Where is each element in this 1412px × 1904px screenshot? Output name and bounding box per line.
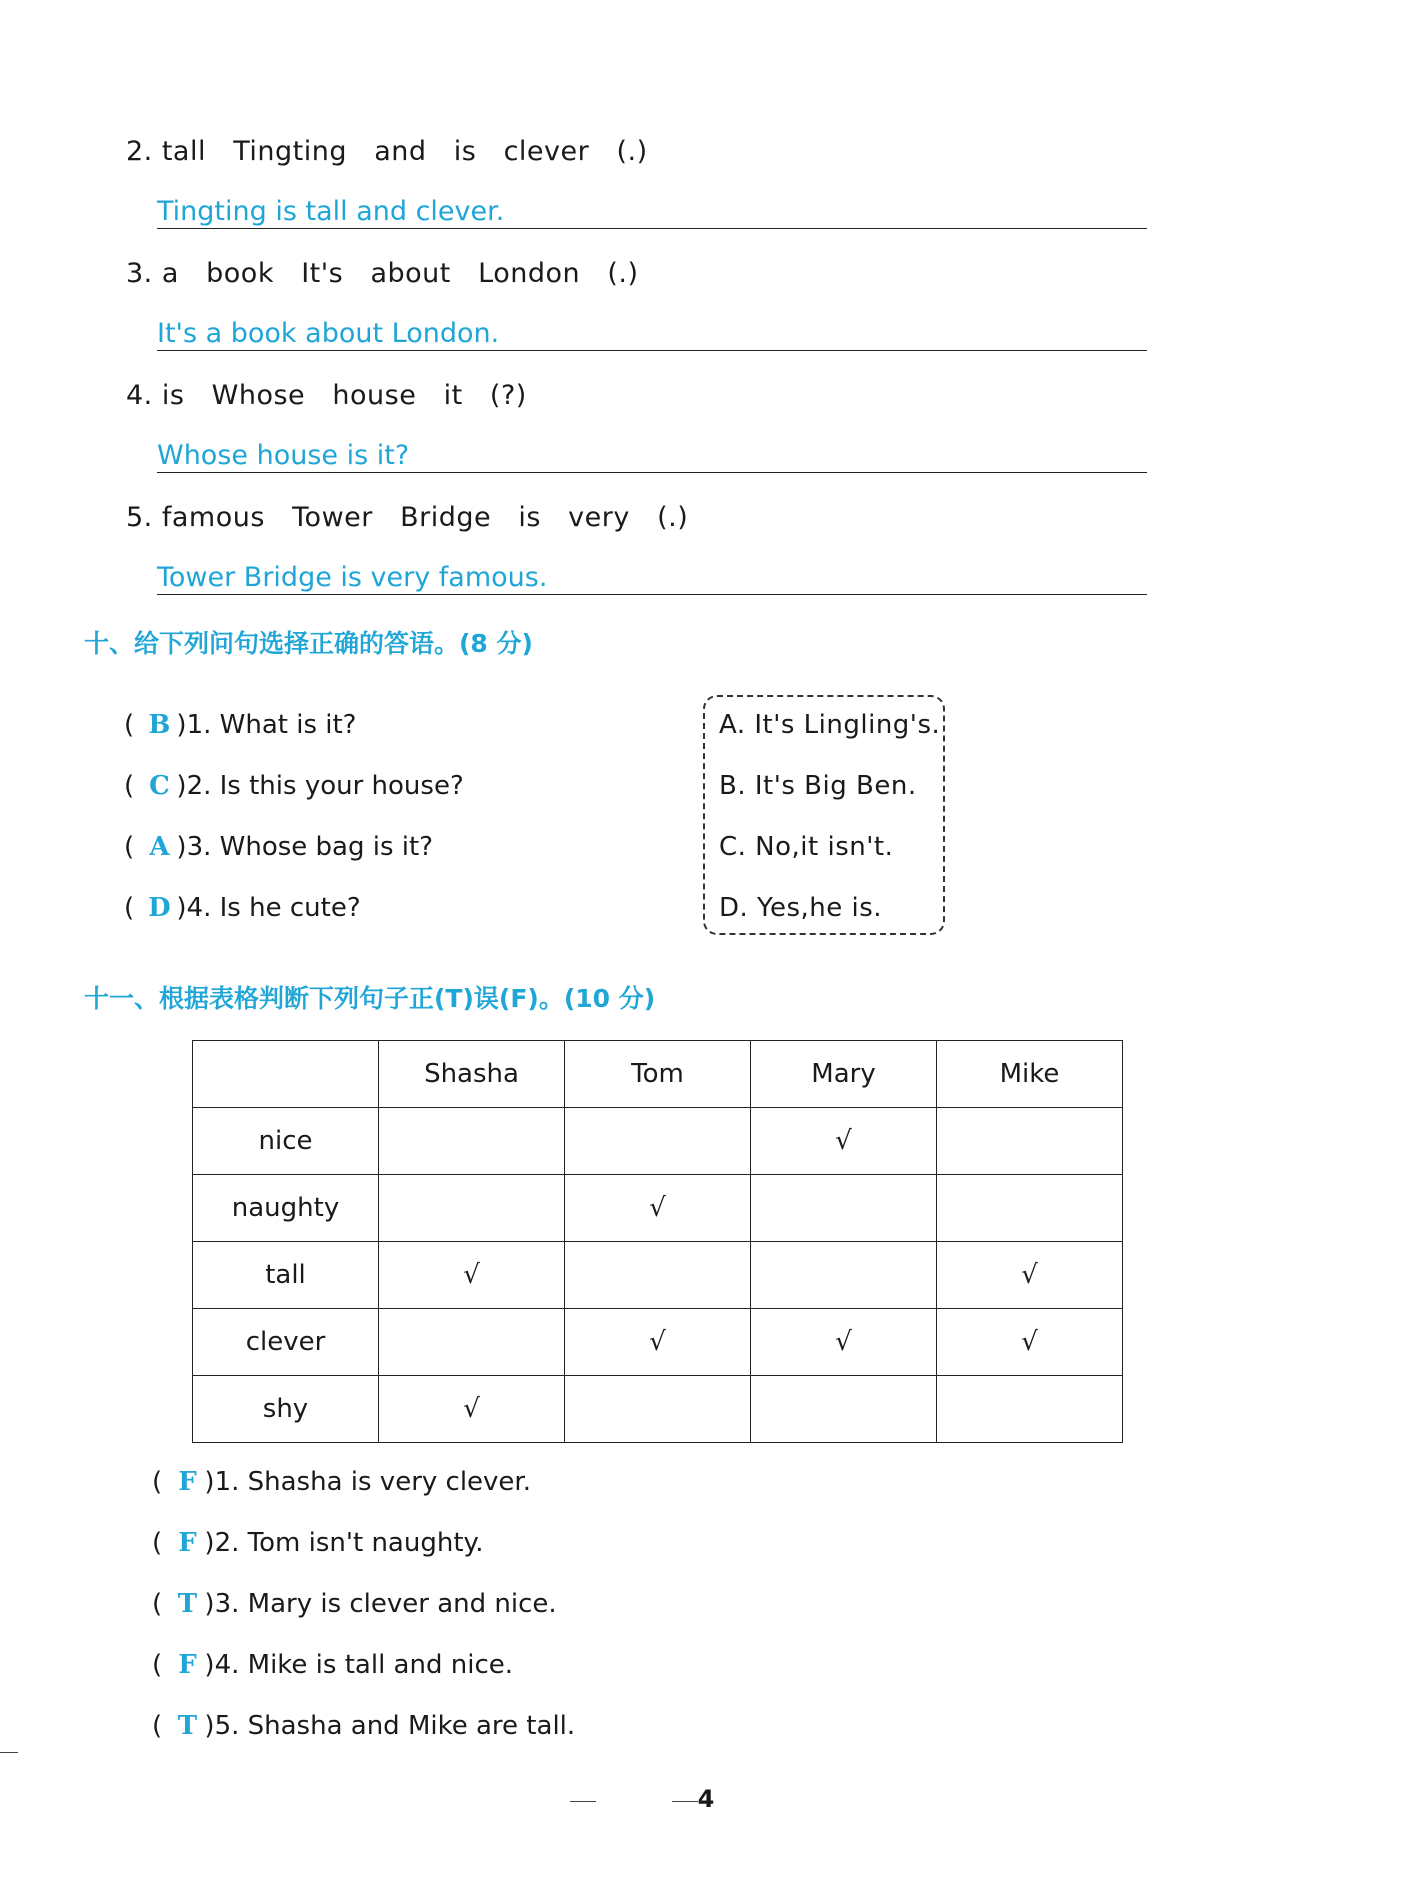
- match-question-text: )2. Is this your house?: [176, 771, 464, 801]
- table-cell: [565, 1108, 751, 1175]
- table-header-row: [193, 1041, 1123, 1108]
- tf-answer-4: F: [178, 1650, 197, 1680]
- row-label: shy: [193, 1376, 379, 1443]
- match-question-2: ( C )2. Is this your house?: [124, 771, 464, 801]
- table-cell: [379, 1108, 565, 1175]
- tf-statement-3: ( T )3. Mary is clever and nice.: [152, 1589, 557, 1619]
- match-question-text: )1. What is it?: [176, 710, 357, 740]
- ordering-question-5: 5. famous Tower Bridge is very (.): [126, 502, 689, 533]
- row-label: tall: [193, 1242, 379, 1309]
- ordering-question-3: 3. a book It's about London (.): [126, 258, 639, 289]
- tf-statement-text: )3. Mary is clever and nice.: [204, 1589, 557, 1619]
- answer-line: [157, 472, 1147, 473]
- table-header-cell: [193, 1041, 379, 1108]
- match-question-4: ( D )4. Is he cute?: [124, 893, 361, 923]
- option-d: D. Yes,he is.: [719, 893, 883, 923]
- table-row: [193, 1175, 1123, 1242]
- table-cell: √: [379, 1242, 565, 1309]
- table-cell: [751, 1175, 937, 1242]
- table-cell: √: [379, 1376, 565, 1443]
- table-cell: √: [565, 1309, 751, 1376]
- tf-statement-2: ( F )2. Tom isn't naughty.: [152, 1528, 484, 1558]
- answer-line: [157, 350, 1147, 351]
- match-answer-2: C: [149, 771, 170, 801]
- table-cell: [751, 1242, 937, 1309]
- match-answer-3: A: [149, 832, 170, 862]
- ordering-answer-2: Tingting is tall and clever.: [157, 196, 505, 227]
- row-label: clever: [193, 1309, 379, 1376]
- tf-statement-1: ( F )1. Shasha is very clever.: [152, 1467, 531, 1497]
- ordering-answer-3: It's a book about London.: [157, 318, 500, 349]
- tf-statement-text: )1. Shasha is very clever.: [204, 1467, 531, 1497]
- table-cell: √: [937, 1242, 1123, 1309]
- table-row: [193, 1309, 1123, 1376]
- match-question-1: ( B )1. What is it?: [124, 710, 357, 740]
- tf-statement-text: )2. Tom isn't naughty.: [204, 1528, 484, 1558]
- ordering-answer-5: Tower Bridge is very famous.: [157, 562, 548, 593]
- section-11-heading: 十一、根据表格判断下列句子正(T)误(F)。(10 分): [84, 984, 656, 1013]
- answer-line: [157, 228, 1147, 229]
- ordering-question-2: 2. tall Tingting and is clever (.): [126, 136, 648, 167]
- match-answer-1: B: [148, 710, 171, 740]
- table-cell: [565, 1242, 751, 1309]
- table-cell: √: [937, 1309, 1123, 1376]
- table-header-cell: Mary: [751, 1041, 937, 1108]
- page-number: 4: [697, 1785, 715, 1813]
- table-header-cell: Mike: [937, 1041, 1123, 1108]
- match-question-3: ( A )3. Whose bag is it?: [124, 832, 433, 862]
- match-answer-4: D: [148, 893, 171, 923]
- margin-mark: [0, 1752, 18, 1753]
- table-cell: [751, 1376, 937, 1443]
- option-a: A. It's Lingling's.: [719, 710, 941, 740]
- option-b: B. It's Big Ben.: [719, 771, 917, 801]
- tf-statement-text: )5. Shasha and Mike are tall.: [204, 1711, 576, 1741]
- tf-answer-5: T: [177, 1711, 198, 1741]
- ordering-answer-4: Whose house is it?: [157, 440, 410, 471]
- judgement-table: [192, 1040, 1123, 1443]
- option-c: C. No,it isn't.: [719, 832, 894, 862]
- page-number-dash-right: [672, 1801, 698, 1802]
- tf-answer-2: F: [178, 1528, 197, 1558]
- table-cell: [379, 1175, 565, 1242]
- table-cell: √: [565, 1175, 751, 1242]
- table-cell: √: [751, 1108, 937, 1175]
- table-row: [193, 1376, 1123, 1443]
- table-cell: [565, 1376, 751, 1443]
- tf-statement-5: ( T )5. Shasha and Mike are tall.: [152, 1711, 576, 1741]
- match-question-text: )4. Is he cute?: [176, 893, 361, 923]
- table-cell: [937, 1376, 1123, 1443]
- row-label: naughty: [193, 1175, 379, 1242]
- tf-answer-1: F: [178, 1467, 197, 1497]
- table-cell: √: [751, 1309, 937, 1376]
- table-row: [193, 1242, 1123, 1309]
- match-question-text: )3. Whose bag is it?: [176, 832, 433, 862]
- tf-answer-3: T: [177, 1589, 198, 1619]
- tf-statement-text: )4. Mike is tall and nice.: [204, 1650, 513, 1680]
- tf-statement-4: ( F )4. Mike is tall and nice.: [152, 1650, 513, 1680]
- table-header-cell: Shasha: [379, 1041, 565, 1108]
- table-header-cell: Tom: [565, 1041, 751, 1108]
- ordering-question-4: 4. is Whose house it (?): [126, 380, 527, 411]
- table-cell: [937, 1108, 1123, 1175]
- answer-line: [157, 594, 1147, 595]
- row-label: nice: [193, 1108, 379, 1175]
- table-row: [193, 1108, 1123, 1175]
- table-cell: [379, 1309, 565, 1376]
- section-10-heading: 十、给下列问句选择正确的答语。(8 分): [84, 629, 533, 658]
- table-cell: [937, 1175, 1123, 1242]
